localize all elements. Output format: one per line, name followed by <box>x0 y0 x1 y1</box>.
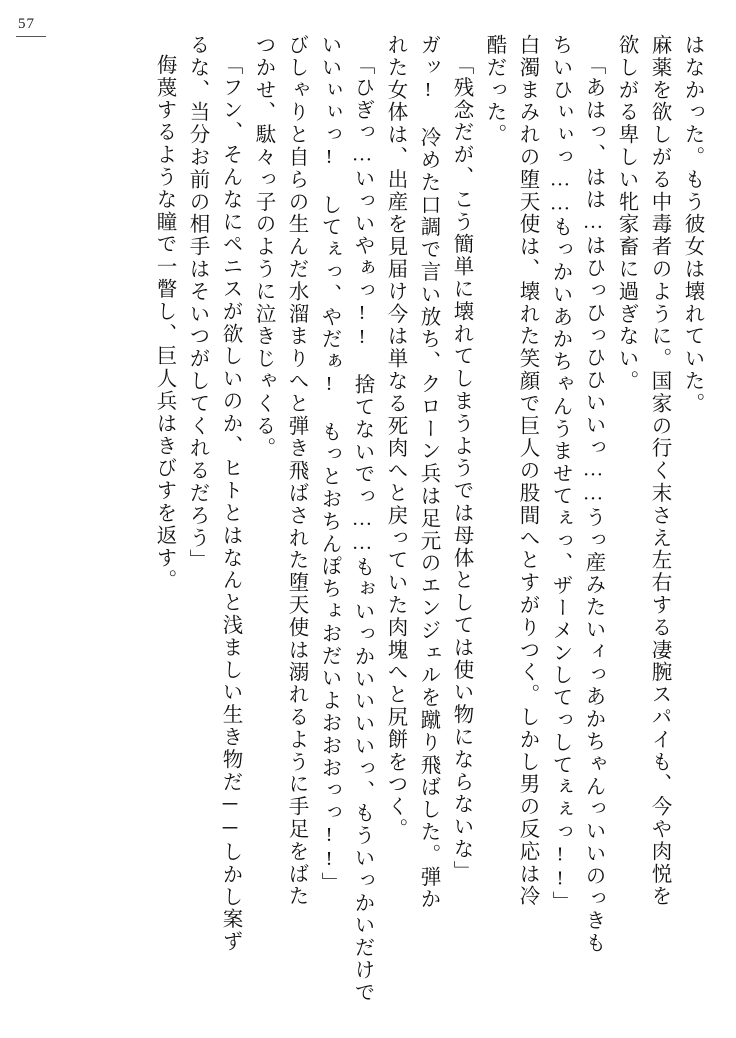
text-column: ちいひぃぃっ……もっかいあかちゃんうませてぇっ、ザーメンしてっしてぇぇっ!!」 <box>549 34 571 914</box>
text-column: 「フン、そんなにペニスが欲しいのか、ヒトとはなんと浅ましい生き物だ──しかし案ず <box>219 54 241 953</box>
text-column: びしゃりと自らの生んだ水溜まりへと弾き飛ばされた堕天使は溺れるように手足をばた <box>285 34 307 908</box>
text-column: 酷だった。 <box>483 34 505 146</box>
text-column: るな、当分お前の相手はそいつがしてくれるだろう」 <box>186 34 208 572</box>
text-column: ガッ! 冷めた口調で言い放ち、クローン兵は足元のエンジェルを蹴り飛ばした。弾か <box>417 34 439 911</box>
text-column: 「ひぎっ…いっいやぁっ!! 捨てないでっ……もぉいっかいいいいっ、もういっかいだけで <box>351 54 373 1004</box>
text-column: 侮蔑するような瞳で一瞥し、巨人兵はきびすを返す。 <box>153 54 175 592</box>
text-column: れた女体は、出産を見届け今は単なる死肉へと戻っていた肉塊へと尻餅をつく。 <box>384 34 406 841</box>
text-column: つかせ、駄々っ子のように泣きじゃくる。 <box>252 34 274 460</box>
text-column: いいぃぃっ! してぇっ、やだぁ! もっとおちんぽちょおだいよおおおっっ!!」 <box>318 34 340 895</box>
vertical-text-body <box>44 34 702 1002</box>
text-column: 欲しがる卑しい牝家畜に過ぎない。 <box>615 34 637 393</box>
text-column: 白濁まみれの堕天使は、壊れた笑顔で巨人の股間へとすがりつく。しかし男の反応は冷 <box>516 34 538 908</box>
text-column: はなかった。もう彼女は壊れていた。 <box>681 34 703 415</box>
text-column: 「残念だが、こう簡単に壊れてしまうようでは母体としては使い物にならないな」 <box>450 54 472 883</box>
text-column: 麻薬を欲しがる中毒者のように。国家の行く末さえ左右する凄腕スパイも、今や肉悦を <box>648 34 670 908</box>
page-number-rule <box>16 36 46 37</box>
text-column: 「あはっ、はは…はひっひっひひいいっ……うっ産みたいィっあかちゃんっいいのっきも <box>582 54 604 955</box>
page-number: 57 <box>18 16 35 32</box>
